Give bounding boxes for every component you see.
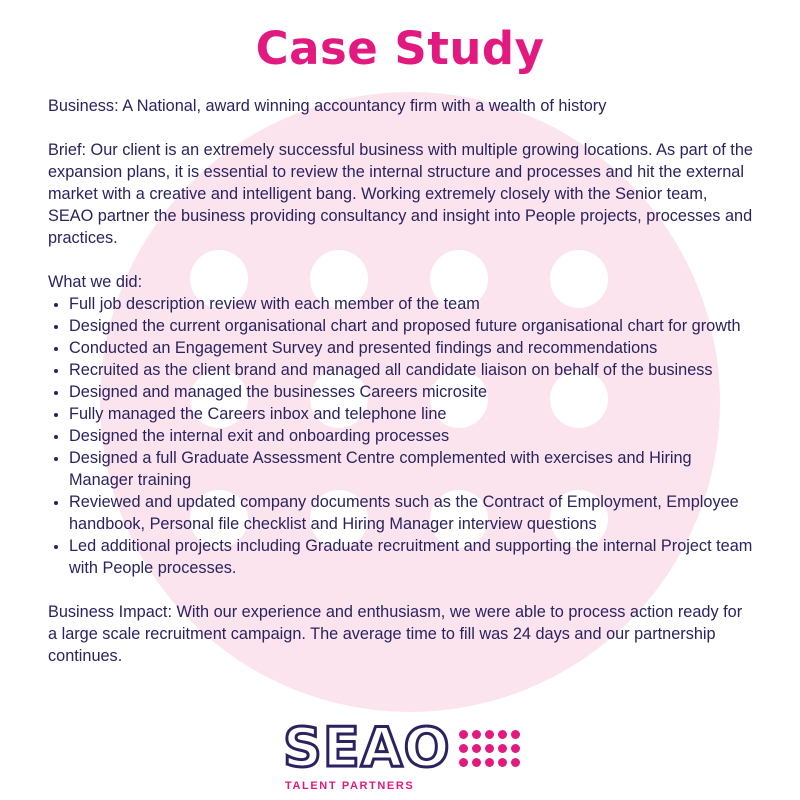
list-item: • Designed the current organisational chart and proposed future organisational chart for growth (69, 315, 753, 337)
logo-dot (485, 758, 494, 767)
business-paragraph (48, 95, 753, 117)
logo-dot (511, 730, 520, 739)
logo-dot (498, 758, 507, 767)
list-item: • Reviewed and updated company documents such as the Contract of Employment, Employee handbook, Personal file checklist and Hiring Manager interview questions (69, 491, 753, 535)
page-title: Case Study (255, 22, 545, 75)
logo-tagline: TALENT PARTNERS (285, 780, 415, 792)
case-study-content (48, 95, 753, 689)
logo-dot (498, 744, 507, 753)
business-text: A National, award winning accountancy firm with a wealth of history (118, 97, 607, 115)
list-item: • Recruited as the client brand and managed all candidate liaison on behalf of the business (69, 359, 753, 381)
impact-text: With our experience and enthusiasm, we were able to process action ready for a large scale recruitment campaign. The average time to fill was 24 days and our partnership continues. (48, 603, 743, 665)
list-item: • Conducted an Engagement Survey and presented findings and recommendations (69, 337, 753, 359)
logo-dot (472, 758, 481, 767)
list-item: • Designed and managed the businesses Careers microsite (69, 381, 753, 403)
logo-dot (459, 758, 468, 767)
brief-paragraph (48, 139, 753, 249)
list-item: • Led additional projects including Graduate recruitment and supporting the internal Project team with People processes. (69, 535, 753, 579)
list-item: • Full job description review with each member of the team (69, 293, 753, 315)
logo-dot (472, 730, 481, 739)
logo-wordmark: SEAO (283, 716, 451, 779)
brief-label: Brief: (48, 141, 87, 159)
logo-dot (485, 730, 494, 739)
brief-text: Our client is an extremely successful business with multiple growing locations. As part of the expansion plans, it is essential to review the internal structure and processes and hit the external market with a creative and intelligent bang. Working extremely closely with the Senior team, SEAO partner the business providing consultancy and insight into People projects, processes and practices. (48, 141, 753, 247)
impact-paragraph (48, 601, 753, 667)
logo-dot (511, 758, 520, 767)
list-item: • Fully managed the Careers inbox and telephone line (69, 403, 753, 425)
impact-label: Business Impact: (48, 603, 172, 621)
list-item: • Designed a full Graduate Assessment Centre complemented with exercises and Hiring Manager training (69, 447, 753, 491)
seao-logo (283, 716, 523, 796)
logo-dot (459, 744, 468, 753)
logo-dot (498, 730, 507, 739)
what-we-did-list (48, 293, 753, 579)
business-label: Business: (48, 97, 119, 115)
logo-dot (485, 744, 494, 753)
logo-dot (472, 744, 481, 753)
logo-dot (511, 744, 520, 753)
list-item: • Designed the internal exit and onboarding processes (69, 425, 753, 447)
logo-dot (459, 730, 468, 739)
what-we-did-label: What we did: (48, 273, 143, 291)
